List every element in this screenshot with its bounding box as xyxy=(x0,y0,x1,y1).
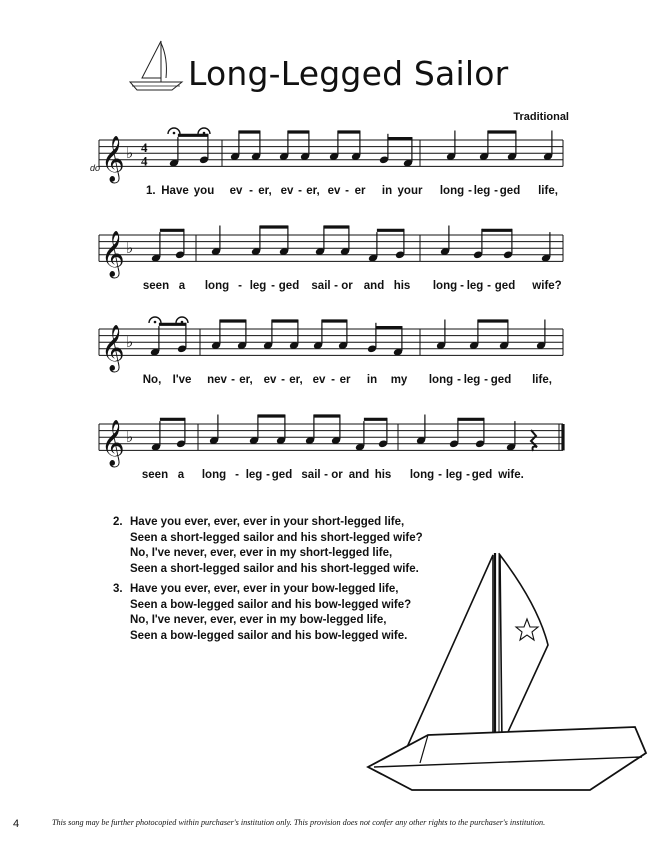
lyric-syllable: sail xyxy=(301,469,321,481)
lyric-syllable: leg xyxy=(245,469,263,481)
lyric-syllable: and xyxy=(348,469,370,481)
lyric-syllable: leg xyxy=(445,469,463,481)
lyric-syllable: ged xyxy=(499,185,521,197)
flat-icon: ♭ xyxy=(126,144,134,163)
lyric-syllable: er, xyxy=(239,374,253,386)
lyric-hyphen: - xyxy=(468,185,472,197)
lyric-hyphen: - xyxy=(266,469,270,481)
do-label: do xyxy=(90,163,101,173)
lyric-syllable: in xyxy=(366,374,378,386)
lyric-syllable: life, xyxy=(538,185,558,197)
flat-icon: ♭ xyxy=(126,428,134,447)
lyric-syllable: your xyxy=(397,185,423,197)
lyric-hyphen: - xyxy=(460,280,464,292)
lyric-hyphen: - xyxy=(334,280,338,292)
lyric-hyphen: - xyxy=(487,280,491,292)
lyric-syllable: Have xyxy=(161,185,189,197)
lyric-syllable: seen xyxy=(142,280,170,292)
verse-line: Seen a short-legged sailor and his short-legged wife? xyxy=(130,531,423,544)
lyric-syllable: ged xyxy=(494,280,516,292)
lyric-syllable: er, xyxy=(258,185,272,197)
lyric-hyphen: - xyxy=(231,374,235,386)
lyric-syllable: wife? xyxy=(532,280,562,292)
lyric-syllable: leg xyxy=(473,185,491,197)
lyric-syllable: long xyxy=(439,185,465,197)
lyric-hyphen: - xyxy=(235,469,239,481)
verse-line: Seen a bow-legged sailor and his bow-legged wife. xyxy=(130,629,408,642)
verse-line: Seen a short-legged sailor and his short-legged wife. xyxy=(130,562,419,575)
lyric-syllable: long xyxy=(204,280,230,292)
lyric-hyphen: - xyxy=(238,280,242,292)
verse-line: Have you ever, ever, ever in your bow-legged life, xyxy=(130,583,399,595)
quarter-rest-icon xyxy=(531,430,537,451)
flat-icon: ♭ xyxy=(126,333,134,352)
lyric-syllable: my xyxy=(390,374,408,386)
treble-clef-icon: 𝄞 xyxy=(101,420,125,466)
fermata-dot xyxy=(154,321,157,324)
lyric-syllable: 1. xyxy=(146,185,156,197)
lyric-syllable: a xyxy=(178,280,186,292)
lyric-syllable: er, xyxy=(289,374,303,386)
lyric-syllable: I've xyxy=(172,374,192,386)
lyric-syllable: ged xyxy=(271,469,293,481)
lyric-syllable: his xyxy=(393,280,411,292)
lyric-syllable: long xyxy=(409,469,435,481)
lyric-hyphen: - xyxy=(494,185,498,197)
lyric-syllable: ged xyxy=(490,374,512,386)
lyric-syllable: ev xyxy=(229,185,243,197)
lyric-syllable: or xyxy=(331,469,343,481)
composer-credit: Traditional xyxy=(513,111,569,123)
treble-clef-icon: 𝄞 xyxy=(101,325,125,371)
lyric-syllable: ev xyxy=(327,185,341,197)
lyric-hyphen: - xyxy=(466,469,470,481)
treble-clef-icon: 𝄞 xyxy=(101,136,125,182)
lyric-syllable: long xyxy=(201,469,227,481)
lyric-syllable: nev xyxy=(207,374,227,386)
lyric-syllable: er xyxy=(354,185,366,197)
verse-line: No, I've never, ever, ever in my short-legged life, xyxy=(130,547,393,559)
lyric-syllable: er xyxy=(339,374,351,386)
copyright-note: This song may be further photocopied within purchaser's institution only. This provision does not confer any other rights to the purchaser's institution. xyxy=(52,818,546,827)
lyric-syllable: No, xyxy=(142,374,162,386)
page-number: 4 xyxy=(13,818,20,830)
verse-line: Have you ever, ever, ever in your short-legged life, xyxy=(130,516,405,528)
lyric-syllable: you xyxy=(193,185,215,197)
lyric-hyphen: - xyxy=(484,374,488,386)
lyric-syllable: ev xyxy=(312,374,326,386)
lyric-syllable: or xyxy=(341,280,353,292)
lyric-hyphen: - xyxy=(457,374,461,386)
verse-number: 2. xyxy=(113,516,123,528)
lyric-hyphen: - xyxy=(345,185,349,197)
lyric-hyphen: - xyxy=(271,280,275,292)
verse-number: 3. xyxy=(113,583,123,595)
lyric-syllable: ged xyxy=(278,280,300,292)
lyric-syllable: er, xyxy=(306,185,320,197)
lyric-hyphen: - xyxy=(281,374,285,386)
lyric-syllable: wife. xyxy=(498,469,524,481)
sailboat-with-star-drawing xyxy=(360,545,660,800)
lyric-syllable: ged xyxy=(471,469,493,481)
treble-clef-icon: 𝄞 xyxy=(101,231,125,277)
lyric-syllable: seen xyxy=(141,469,169,481)
time-signature-top: 4 xyxy=(141,140,148,156)
lyric-syllable: leg xyxy=(249,280,267,292)
lyric-syllable: ev xyxy=(263,374,277,386)
time-signature-bottom: 4 xyxy=(141,153,148,169)
lyric-hyphen: - xyxy=(249,185,253,197)
lyric-hyphen: - xyxy=(298,185,302,197)
verse-line: No, I've never, ever, ever in my bow-legged life, xyxy=(130,614,387,626)
lyric-syllable: his xyxy=(374,469,392,481)
lyric-hyphen: - xyxy=(438,469,442,481)
lyric-syllable: life, xyxy=(532,374,552,386)
lyric-syllable: long xyxy=(428,374,454,386)
lyric-hyphen: - xyxy=(324,469,328,481)
page-title: Long-Legged Sailor xyxy=(188,54,509,93)
lyric-syllable: a xyxy=(177,469,185,481)
flat-icon: ♭ xyxy=(126,239,134,258)
lyric-hyphen: - xyxy=(331,374,335,386)
lyric-syllable: sail xyxy=(311,280,331,292)
lyric-syllable: in xyxy=(381,185,393,197)
verse-line: Seen a bow-legged sailor and his bow-legged wife? xyxy=(130,598,412,611)
lyric-syllable: and xyxy=(363,280,385,292)
lyric-syllable: ev xyxy=(280,185,294,197)
lyric-syllable: leg xyxy=(466,280,484,292)
lyric-syllable: leg xyxy=(463,374,481,386)
fermata-dot xyxy=(173,132,176,135)
lyric-syllable: long xyxy=(432,280,458,292)
